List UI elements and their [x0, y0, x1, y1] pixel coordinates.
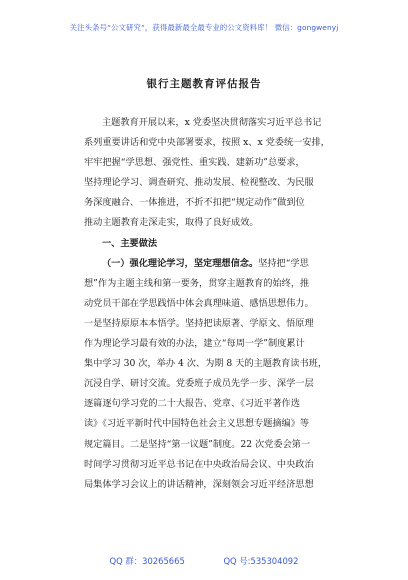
paragraph-line: 局集体学习会议上的讲话精神，深刻领会习近平经济思想: [84, 478, 314, 490]
paragraph-line: 集中学习 30 次，举办 4 次、为期 8 天的主题教育读书班，: [84, 358, 328, 370]
section-heading: 一、主要做法: [102, 237, 158, 249]
paragraph-line: 系列重要讲话和党中央部署要求，按照 x、x 党委统一安排，: [84, 137, 330, 149]
document-title: 银行主题教育评估报告: [146, 78, 262, 90]
paragraph-line: 牢牢把握“学思想、强党性、重实践、建新功”总要求，: [84, 157, 305, 169]
subsection-first-line: [84, 254, 356, 274]
paragraph-line: 沉浸自学、研讨交流。党委班子成员先学一步、深学一层: [84, 378, 314, 390]
paragraph-text: 坚持把“学思: [258, 257, 309, 269]
paragraph-line: 想”作为主题主线和第一要务，贯穿主题教育的始终，推: [84, 277, 310, 289]
paragraph-line: 规定篇目。二是坚持“第一议题”制度。22 次党委会第一: [84, 438, 311, 450]
qq-number: QQ 号:535304092: [223, 556, 299, 566]
paragraph-line: 读》《习近平新时代中国特色社会主义思想专题摘编》等: [84, 418, 310, 430]
paragraph-line: 主题教育开展以来，x 党委坚决贯彻落实习近平总书记: [102, 117, 322, 128]
qq-group-number: QQ 群：30265665: [109, 556, 185, 566]
paragraph-line: 务深度融合、一体推进，不折不扣把“规定动作”做到位: [84, 197, 305, 209]
paragraph-line: 一是坚持原原本本悟学。坚持把读原著、学原文、悟原理: [84, 317, 314, 329]
paragraph-line: 逐篇逐句学习党的二十大报告、党章、《习近平著作选: [84, 398, 300, 410]
paragraph-line: 动党员干部在学思践悟中体会真理味道、感悟思想伟力。: [84, 297, 314, 309]
subsection-heading: （一）强化理论学习，坚定理想信念。: [102, 257, 259, 269]
paragraph-line: 推动主题教育走深走实，取得了良好成效。: [84, 217, 259, 229]
paragraph-line: 作为理论学习最有效的办法，建立“每周一学”制度累计: [84, 338, 305, 350]
paragraph-line: 时间学习贯彻习近平总书记在中央政治局会议、中央政治: [84, 458, 314, 470]
promo-banner: 关注头条号“公文研究”，获得最新最全最专业的公文资料库！ 微信：gongwenyj: [69, 23, 339, 32]
document-body: [84, 113, 356, 495]
contact-footer: [0, 555, 408, 567]
paragraph-line: 坚持理论学习、调查研究、推动发展、检视整改、为民服: [84, 177, 314, 189]
